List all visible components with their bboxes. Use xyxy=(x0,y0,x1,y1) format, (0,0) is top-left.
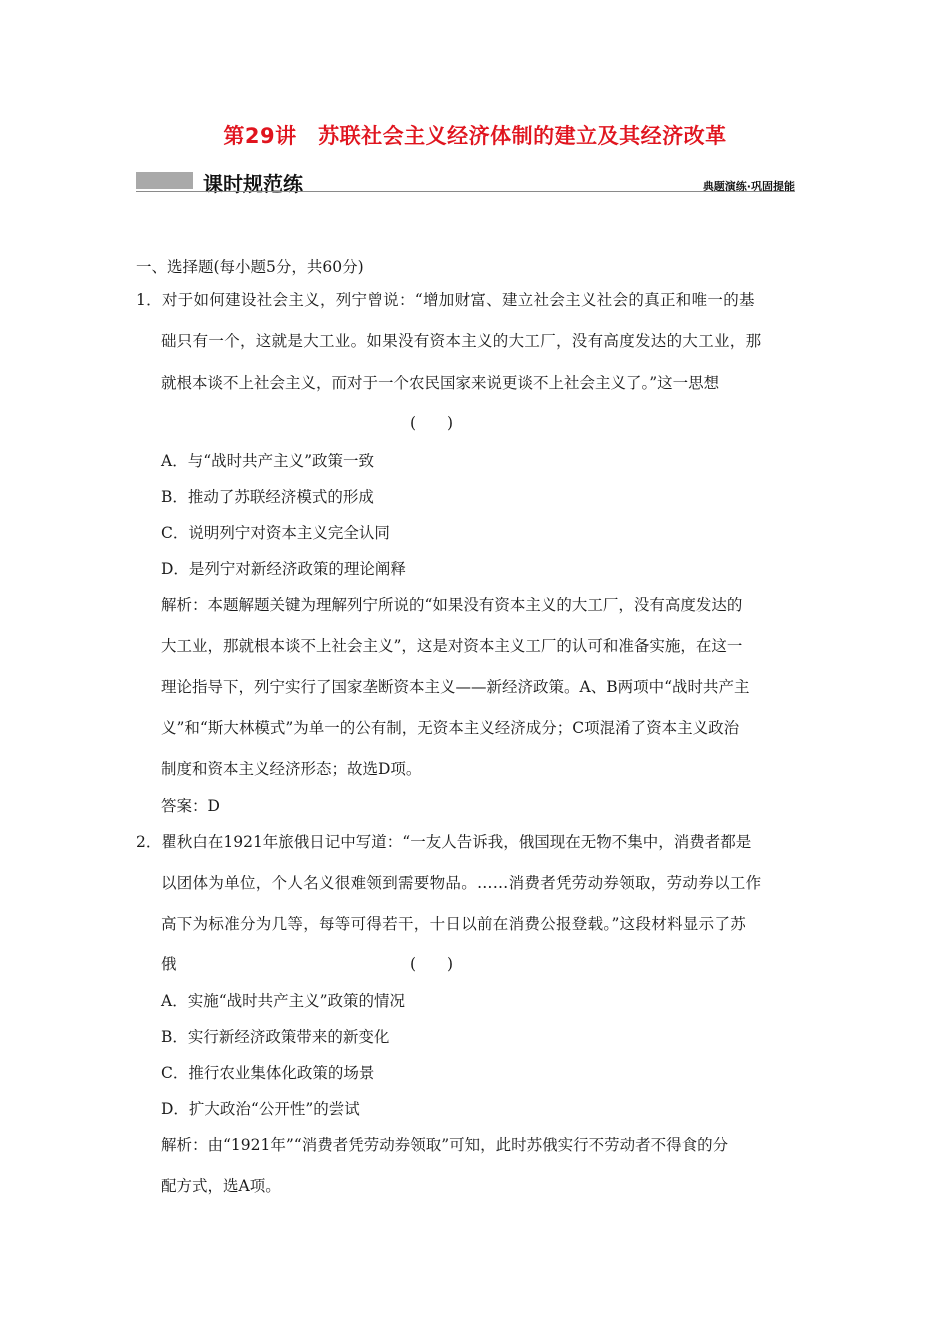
q2-stem-line: 2．瞿秋白在1921年旅俄日记中写道：“一友人告诉我，俄国现在无物不集中，消费者都是 xyxy=(136,833,752,851)
q2-option-d: D．扩大政治“公开性”的尝试 xyxy=(161,1100,360,1118)
q2-stem-line: 俄 xyxy=(161,955,177,973)
banner-label: 课时规范练 xyxy=(203,172,303,196)
q2-option-a: A．实施“战时共产主义”政策的情况 xyxy=(161,992,406,1010)
q1-analysis-line: 理论指导下，列宁实行了国家垄断资本主义——新经济政策。A、B两项中“战时共产主 xyxy=(161,678,750,696)
q1-stem-line: 1．对于如何建设社会主义，列宁曾说：“增加财富、建立社会主义社会的真正和唯一的基 xyxy=(136,291,755,309)
q2-option-b: B．实行新经济政策带来的新变化 xyxy=(161,1028,390,1046)
q2-analysis-line: 配方式，选A项。 xyxy=(161,1177,281,1195)
q1-analysis-line: 制度和资本主义经济形态；故选D项。 xyxy=(161,760,422,778)
q1-answer-blank: ( ) xyxy=(410,414,454,432)
q1-option-d: D．是列宁对新经济政策的理论阐释 xyxy=(161,560,406,578)
q1-stem-line: 就根本谈不上社会主义，而对于一个农民国家来说更谈不上社会主义了。”这一思想 xyxy=(161,374,720,392)
q1-option-c: C．说明列宁对资本主义完全认同 xyxy=(161,524,390,542)
q1-analysis-line: 大工业，那就根本谈不上社会主义”，这是对资本主义工厂的认可和准备实施，在这一 xyxy=(161,637,743,655)
q2-stem-line: 高下为标准分为几等，每等可得若干，十日以前在消费公报登载。”这段材料显示了苏 xyxy=(161,915,747,933)
q1-stem-line: 础只有一个，这就是大工业。如果没有资本主义的大工厂，没有高度发达的大工业，那 xyxy=(161,332,762,350)
q1-answer: 答案：D xyxy=(161,797,220,815)
banner-tag: 典题演练·巩固提能 xyxy=(702,180,795,193)
q2-option-c: C．推行农业集体化政策的场景 xyxy=(161,1064,375,1082)
q2-stem-line: 以团体为单位，个人名义很难领到需要物品。……消费者凭劳动券领取，劳动券以工作 xyxy=(161,874,762,892)
q1-analysis-line: 义”和“斯大林模式”为单一的公有制，无资本主义经济成分；C项混淆了资本主义政治 xyxy=(161,719,740,737)
q2-answer-blank: ( ) xyxy=(410,955,454,973)
section-heading: 一、选择题(每小题5分，共60分) xyxy=(136,258,364,276)
q1-option-a: A．与“战时共产主义”政策一致 xyxy=(161,452,375,470)
section-banner xyxy=(136,168,795,194)
banner-rule xyxy=(136,191,795,192)
q2-analysis-line: 解析：由“1921年”“消费者凭劳动券领取”可知，此时苏俄实行不劳动者不得食的分 xyxy=(161,1136,729,1154)
page-title: 第29讲 苏联社会主义经济体制的建立及其经济改革 xyxy=(223,124,727,148)
banner-gray-block xyxy=(136,172,193,189)
q1-option-b: B．推动了苏联经济模式的形成 xyxy=(161,488,374,506)
q1-analysis-line: 解析：本题解题关键为理解列宁所说的“如果没有资本主义的大工厂，没有高度发达的 xyxy=(161,596,743,614)
